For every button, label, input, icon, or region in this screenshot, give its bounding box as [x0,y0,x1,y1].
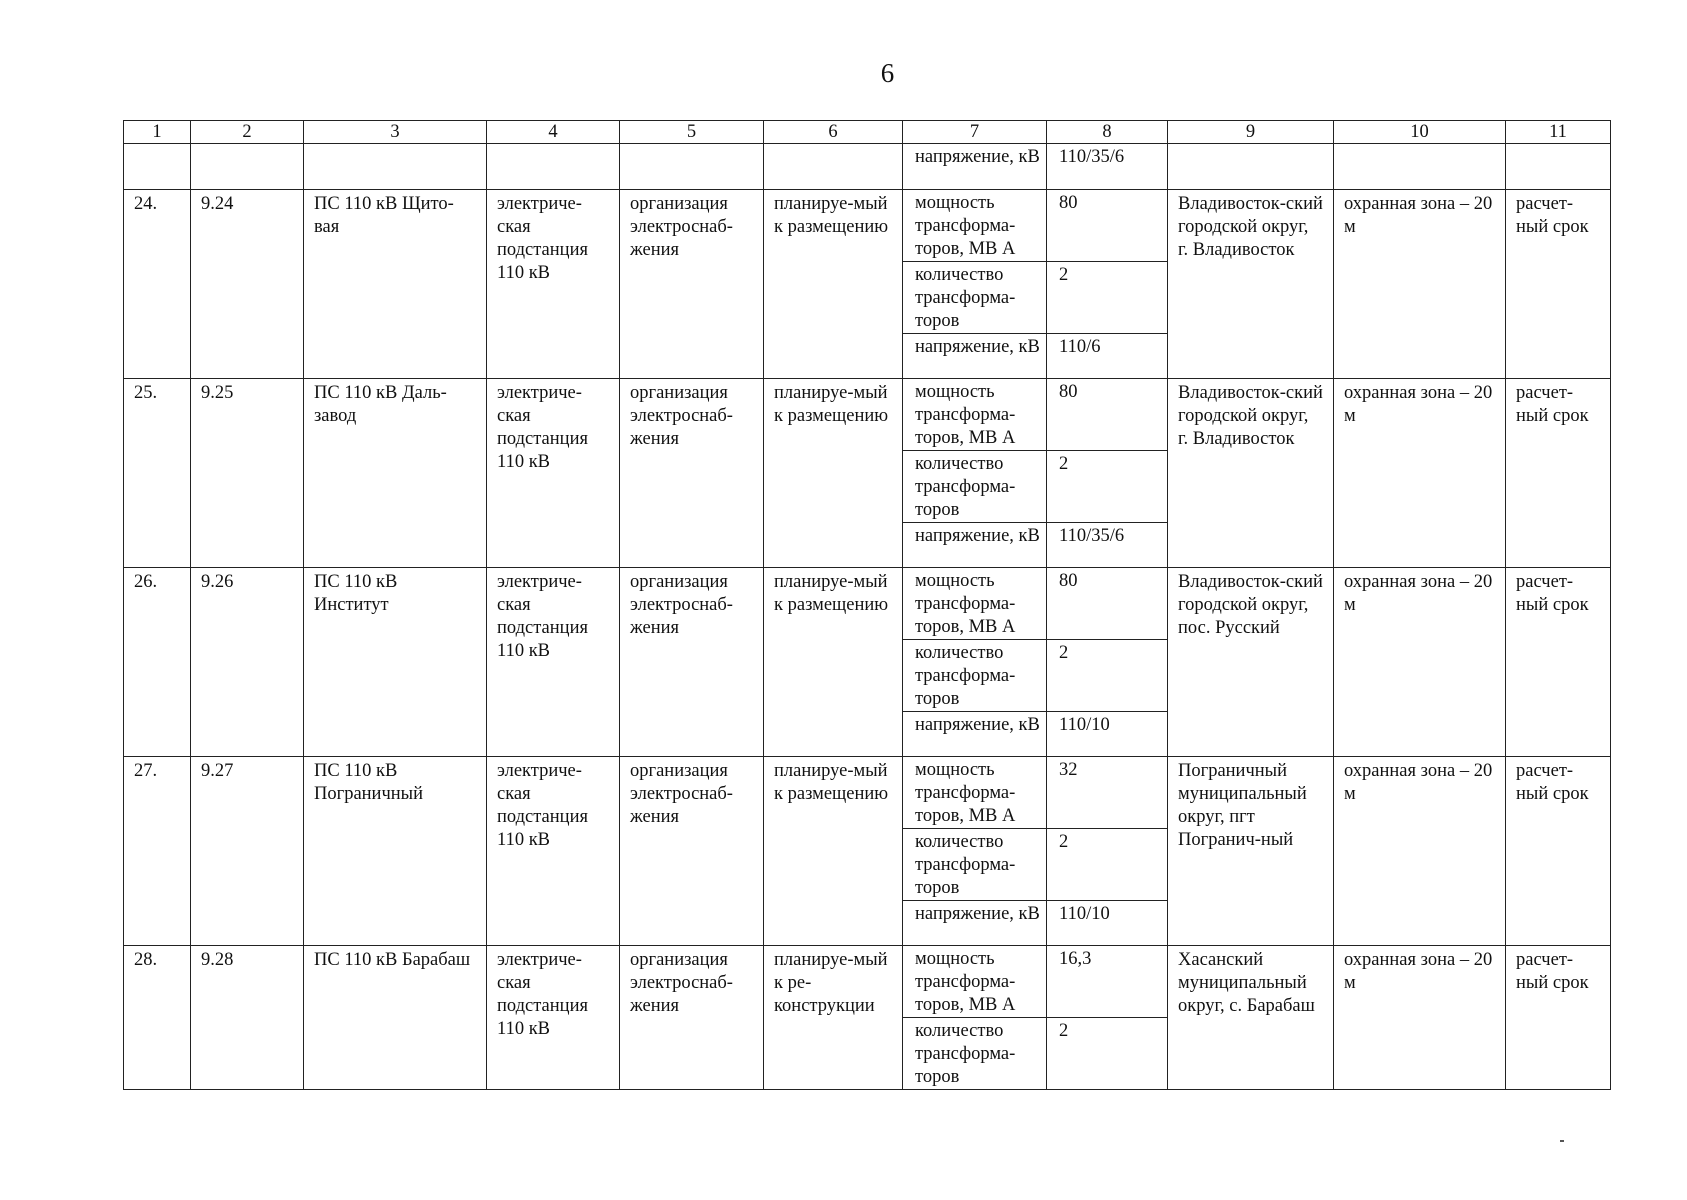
param-value: 80 [1047,190,1168,262]
object-type: электриче-ская подстанция 110 кВ [487,568,620,757]
object-name: ПС 110 кВ Барабаш [304,946,487,1090]
scan-speck [1560,1140,1564,1142]
objects-table [123,120,1611,1090]
param-label: мощность трансформа-торов, МВ А [903,379,1047,451]
object-code: 9.26 [191,568,304,757]
object-location: Владивосток-ский городской округ, г. Владивосток [1168,190,1334,379]
object-code: 9.24 [191,190,304,379]
object-status: планируе-мый к размещению [764,568,903,757]
row-number: 28. [124,946,191,1090]
column-number: 11 [1506,121,1611,144]
column-number: 10 [1334,121,1506,144]
param-label: напряжение, кВ [903,334,1047,379]
column-number-row [124,121,1611,144]
column-number: 1 [124,121,191,144]
object-name: ПС 110 кВ Пограничный [304,757,487,946]
column-number: 7 [903,121,1047,144]
object-name: ПС 110 кВ Институт [304,568,487,757]
column-number: 4 [487,121,620,144]
object-row [124,757,1611,829]
object-purpose: организация электроснаб-жения [620,757,764,946]
object-type: электриче-ская подстанция 110 кВ [487,379,620,568]
param-label: мощность трансформа-торов, МВ А [903,946,1047,1018]
object-type: электриче-ская подстанция 110 кВ [487,190,620,379]
protection-zone: охранная зона – 20 м [1334,757,1506,946]
column-number: 6 [764,121,903,144]
object-location: Владивосток-ский городской округ, пос. Русский [1168,568,1334,757]
implementation-term: расчет-ный срок [1506,568,1611,757]
param-label: мощность трансформа-торов, МВ А [903,757,1047,829]
column-number: 8 [1047,121,1168,144]
object-code: 9.27 [191,757,304,946]
empty-cell [191,144,304,190]
param-value: 16,3 [1047,946,1168,1018]
param-label: мощность трансформа-торов, МВ А [903,190,1047,262]
page-number: 6 [880,58,895,88]
param-value: 110/10 [1047,712,1168,757]
continuation-row [124,144,1611,190]
object-location: Пограничный муниципальный округ, пгт Погранич-ный [1168,757,1334,946]
empty-cell [1506,144,1611,190]
column-number: 2 [191,121,304,144]
object-purpose: организация электроснаб-жения [620,379,764,568]
object-status: планируе-мый к размещению [764,757,903,946]
object-type: электриче-ская подстанция 110 кВ [487,757,620,946]
implementation-term: расчет-ный срок [1506,190,1611,379]
param-label: напряжение, кВ [903,523,1047,568]
param-value: 32 [1047,757,1168,829]
implementation-term: расчет-ный срок [1506,757,1611,946]
param-label: количество трансформа-торов [903,829,1047,901]
implementation-term: расчет-ный срок [1506,946,1611,1090]
param-value: 110/35/6 [1047,523,1168,568]
empty-cell [487,144,620,190]
object-code: 9.25 [191,379,304,568]
param-value: 110/35/6 [1047,144,1168,190]
protection-zone: охранная зона – 20 м [1334,379,1506,568]
row-number: 24. [124,190,191,379]
column-number: 5 [620,121,764,144]
param-value: 2 [1047,640,1168,712]
object-status: планируе-мый к размещению [764,379,903,568]
row-number: 27. [124,757,191,946]
protection-zone: охранная зона – 20 м [1334,190,1506,379]
protection-zone: охранная зона – 20 м [1334,946,1506,1090]
object-name: ПС 110 кВ Щито-вая [304,190,487,379]
empty-cell [1334,144,1506,190]
empty-cell [764,144,903,190]
object-row [124,190,1611,262]
object-location: Владивосток-ский городской округ, г. Владивосток [1168,379,1334,568]
object-code: 9.28 [191,946,304,1090]
param-value: 80 [1047,379,1168,451]
param-label: количество трансформа-торов [903,451,1047,523]
object-purpose: организация электроснаб-жения [620,190,764,379]
empty-cell [620,144,764,190]
param-value: 110/10 [1047,901,1168,946]
object-purpose: организация электроснаб-жения [620,946,764,1090]
param-value: 80 [1047,568,1168,640]
object-purpose: организация электроснаб-жения [620,568,764,757]
object-name: ПС 110 кВ Даль-завод [304,379,487,568]
row-number: 25. [124,379,191,568]
row-number: 26. [124,568,191,757]
param-label: напряжение, кВ [903,712,1047,757]
object-location: Хасанский муниципальный округ, с. Барабаш [1168,946,1334,1090]
column-number: 3 [304,121,487,144]
object-row [124,568,1611,640]
param-label: количество трансформа-торов [903,262,1047,334]
param-value: 110/6 [1047,334,1168,379]
object-row [124,379,1611,451]
param-label: напряжение, кВ [903,144,1047,190]
param-value: 2 [1047,451,1168,523]
param-label: мощность трансформа-торов, МВ А [903,568,1047,640]
column-number: 9 [1168,121,1334,144]
empty-cell [1168,144,1334,190]
param-value: 2 [1047,829,1168,901]
implementation-term: расчет-ный срок [1506,379,1611,568]
empty-cell [304,144,487,190]
empty-cell [124,144,191,190]
object-status: планируе-мый к ре-конструкции [764,946,903,1090]
object-row [124,946,1611,1018]
object-status: планируе-мый к размещению [764,190,903,379]
param-value: 2 [1047,262,1168,334]
param-value: 2 [1047,1018,1168,1090]
object-type: электриче-ская подстанция 110 кВ [487,946,620,1090]
param-label: количество трансформа-торов [903,1018,1047,1090]
param-label: напряжение, кВ [903,901,1047,946]
protection-zone: охранная зона – 20 м [1334,568,1506,757]
param-label: количество трансформа-торов [903,640,1047,712]
